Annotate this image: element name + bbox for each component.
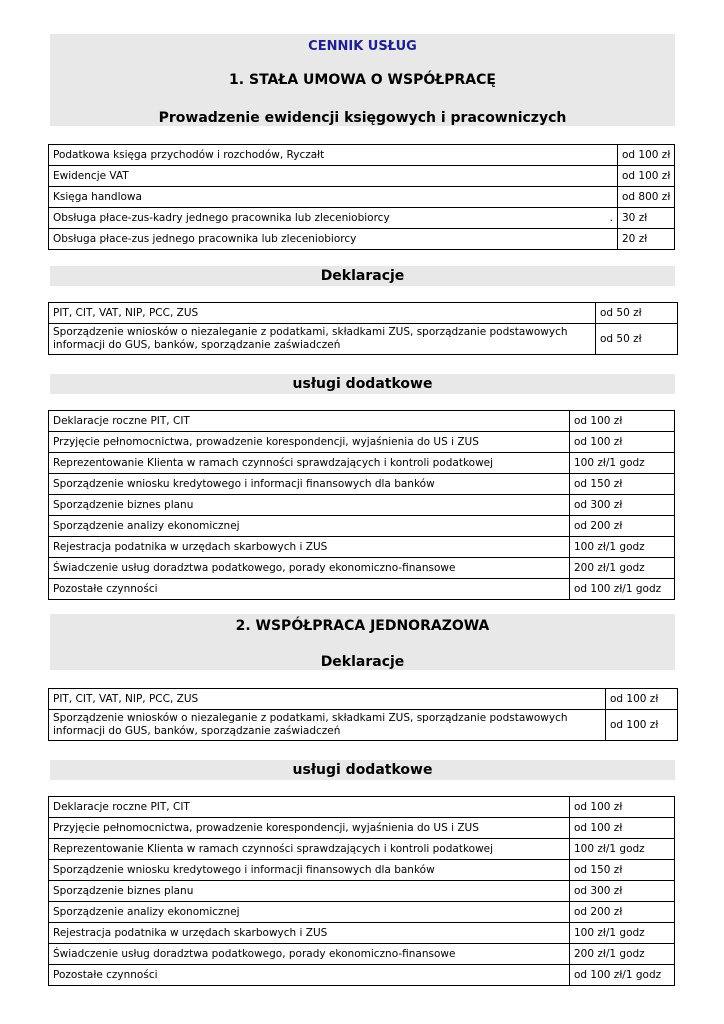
table-row: [49, 474, 675, 495]
declarations2-table: [48, 688, 678, 741]
service-name: Sporządzenie analizy ekonomicznej: [49, 902, 570, 923]
service-price: od 150 zł: [570, 474, 675, 495]
table-row: [49, 453, 675, 474]
service-name: Podatkowa księga przychodów i rozchodów, Ryczałt: [49, 145, 618, 166]
table-row: [49, 579, 675, 600]
service-name: Rejestracja podatnika w urzędach skarbowych i ZUS: [49, 923, 570, 944]
service-name: Deklaracje roczne PIT, CIT: [49, 797, 570, 818]
extra1-heading: usługi dodatkowe: [292, 376, 433, 392]
service-name: Świadczenie usług doradztwa podatkowego, porady ekonomiczno-finansowe: [49, 944, 570, 965]
table-row: [49, 516, 675, 537]
section2-heading: 2. WSPÓŁPRACA JEDNORAZOWA: [235, 618, 490, 634]
service-name: Sporządzenie wniosków o niezaleganie z podatkami, składkami ZUS, sporządzanie podstawowych informacji do GUS, banków, sporządzanie zaświadczeń: [49, 710, 606, 741]
service-price: od 100 zł: [570, 797, 675, 818]
service-name: Rejestracja podatnika w urzędach skarbowych i ZUS: [49, 537, 570, 558]
service-price: 200 zł/1 godz: [570, 558, 675, 579]
service-name: Pozostałe czynności: [49, 965, 570, 986]
service-price: 100 zł/1 godz: [570, 923, 675, 944]
service-name: Sporządzenie biznes planu: [49, 881, 570, 902]
table-row: [49, 710, 678, 741]
document-title: CENNIK USŁUG: [308, 39, 417, 54]
service-name: Ewidencje VAT: [49, 166, 618, 187]
table-row: [49, 860, 675, 881]
table-row: [49, 145, 675, 166]
table-row: [49, 902, 675, 923]
table-row: [49, 495, 675, 516]
service-price: 20 zł: [618, 229, 675, 250]
table-row: [49, 839, 675, 860]
service-name: PIT, CIT, VAT, NIP, PCC, ZUS: [49, 689, 606, 710]
table-row: [49, 797, 675, 818]
service-price: od 300 zł: [570, 881, 675, 902]
table-row: [49, 229, 675, 250]
table-row: [49, 818, 675, 839]
service-name: Przyjęcie pełnomocnictwa, prowadzenie korespondencji, wyjaśnienia do US i ZUS: [49, 818, 570, 839]
table-row: [49, 944, 675, 965]
table-row: [49, 689, 678, 710]
service-name: Obsługa płace-zus jednego pracownika lub zleceniobiorcy: [49, 229, 618, 250]
extra2-heading: usługi dodatkowe: [292, 762, 433, 778]
service-name: Przyjęcie pełnomocnictwa, prowadzenie korespondencji, wyjaśnienia do US i ZUS: [49, 432, 570, 453]
declarations1-heading: Deklaracje: [320, 268, 405, 284]
table-row: [49, 324, 678, 355]
table-row: [49, 166, 675, 187]
service-name: Świadczenie usług doradztwa podatkowego, porady ekonomiczno-finansowe: [49, 558, 570, 579]
service-price: od 100 zł: [570, 818, 675, 839]
service-name: Sporządzenie analizy ekonomicznej: [49, 516, 570, 537]
service-price: 100 zł/1 godz: [570, 537, 675, 558]
service-price: od 100 zł/1 godz: [570, 965, 675, 986]
service-name: Sporządzenie wniosków o niezaleganie z podatkami, składkami ZUS, sporządzanie podstawowych informacji do GUS, banków, sporządzanie zaświadczeń: [49, 324, 596, 355]
declarations2-heading: Deklaracje: [320, 654, 405, 670]
table-row: [49, 432, 675, 453]
service-price: od 200 zł: [570, 902, 675, 923]
declarations1-table: [48, 302, 678, 355]
service-name: Pozostałe czynności: [49, 579, 570, 600]
table-row: [49, 537, 675, 558]
service-price: od 150 zł: [570, 860, 675, 881]
bookkeeping-price-table: [48, 144, 675, 250]
table-row: [49, 411, 675, 432]
service-price: 200 zł/1 godz: [570, 944, 675, 965]
service-price: od 100 zł/1 godz: [570, 579, 675, 600]
service-name: PIT, CIT, VAT, NIP, PCC, ZUS: [49, 303, 596, 324]
service-price: od 100 zł: [606, 689, 678, 710]
service-price: od 100 zł: [618, 166, 675, 187]
section1-heading: 1. STAŁA UMOWA O WSPÓŁPRACĘ: [229, 72, 496, 88]
table-row: [49, 303, 678, 324]
service-name: Reprezentowanie Klienta w ramach czynności sprawdzających i kontroli podatkowej: [49, 839, 570, 860]
service-name: Deklaracje roczne PIT, CIT: [49, 411, 570, 432]
service-name: Reprezentowanie Klienta w ramach czynności sprawdzających i kontroli podatkowej: [49, 453, 570, 474]
service-price: od 100 zł: [570, 411, 675, 432]
service-price: od 800 zł: [618, 187, 675, 208]
service-price: 100 zł/1 godz: [570, 453, 675, 474]
service-price: od 100 zł: [570, 432, 675, 453]
table-row: [49, 923, 675, 944]
extra2-table: [48, 796, 675, 986]
dot-mark: .: [609, 211, 613, 224]
service-price: 100 zł/1 godz: [570, 839, 675, 860]
table-row: [49, 558, 675, 579]
extra1-table: [48, 410, 675, 600]
service-name: Obsługa płace-zus-kadry jednego pracownika lub zleceniobiorcy: [53, 211, 390, 224]
service-price: od 50 zł: [596, 303, 678, 324]
service-price: od 100 zł: [618, 145, 675, 166]
service-name: Sporządzenie wniosku kredytowego i informacji finansowych dla banków: [49, 860, 570, 881]
service-price: od 50 zł: [596, 324, 678, 355]
service-price: od 200 zł: [570, 516, 675, 537]
service-name: Sporządzenie wniosku kredytowego i informacji finansowych dla banków: [49, 474, 570, 495]
service-name-cell: [49, 208, 618, 229]
section1-subheading: Prowadzenie ewidencji księgowych i pracowniczych: [158, 110, 567, 126]
table-row: [49, 187, 675, 208]
service-price: od 300 zł: [570, 495, 675, 516]
service-name: Księga handlowa: [49, 187, 618, 208]
service-price: 30 zł: [618, 208, 675, 229]
table-row: [49, 208, 675, 229]
service-name: Sporządzenie biznes planu: [49, 495, 570, 516]
service-price: od 100 zł: [606, 710, 678, 741]
table-row: [49, 881, 675, 902]
table-row: [49, 965, 675, 986]
